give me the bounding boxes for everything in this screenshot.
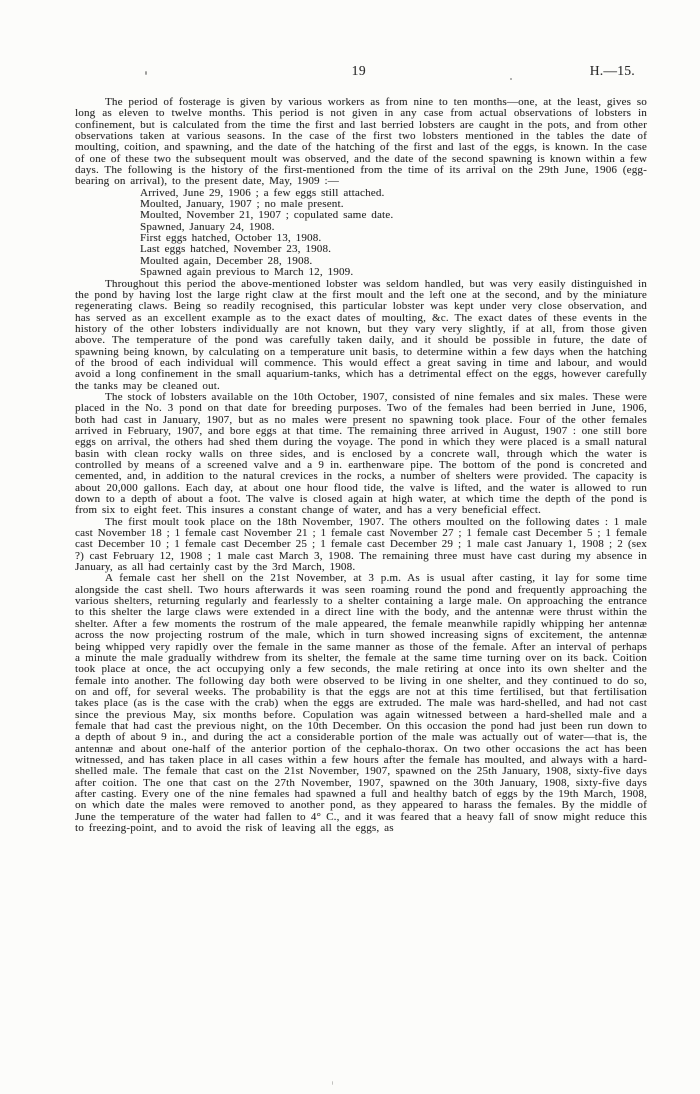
paragraph-stock-of-lobsters: The stock of lobsters available on the 10th October, 1907, consisted of nine females and six males. These were placed in the No. 3 pond on that date for breeding purposes. Two of the females had been berried in June, 1906, both had cast in January, 1907, but as no males were present no spawning took place. Four of the other females arrived in February, 1907, and bore eggs at that time. The remaining three arrived in August, 1907 : one still bore eggs on arrival, the others had shed them during the voyage. The pond in which they were placed is a small natural basin with clean rocky walls on three sides, and is enclosed by a concrete wall, through which the water is controlled by means of a screened valve and a 9 in. earthenware pipe. The bottom of the pond is concreted and cemented, and, in addition to the natural crevices in the rocks, a number of shelters were provided. The capacity is about 20,000 gallons. Each day, at about one hour flood tide, the valve is lifted, and the water is allowed to run down to a depth of about a foot. The valve is closed again at high water, at which time the depth of the pond is from six to eight feet. This insures a constant change of water, and has a very beneficial effect. xyxy=(75,390,647,517)
history-entry-moulted-1907: Moulted, January, 1907 ; no male present. xyxy=(140,198,344,211)
lobster-history-list xyxy=(140,188,647,279)
paragraph-throughout-period: Throughout this period the above-mentioned lobster was seldom handled, but was very easily distinguished in the pond by having lost the large right claw at the first moult and the left one at the second, and by the miniature regenerating claws. Being so readily recognised, this particular lobster was kept under very close observation, and has served as an excellent example as to the exact dates of moulting, &c. The exact dates of these events in the history of the other lobsters individually are not known, but they vary very slightly, if at all, from those given above. The temperature of the pond was carefully taken daily, and it should be possible in future, the date of spawning being known, by calculating on a temperature unit basis, to determine within a few days when the hatching of the brood of each individual will commence. This would effect a great saving in time and labour, and would avoid a long confinement in the small aquarium-tanks, which has a detrimental effect on the eggs, however carefully the tanks may be cleaned out. xyxy=(75,277,647,392)
scan-artifact-mark xyxy=(332,1081,333,1085)
page-header xyxy=(75,63,647,81)
history-entry-spawned-1908: Spawned, January 24, 1908. xyxy=(140,220,275,233)
scan-artifact-mark xyxy=(510,78,512,80)
history-entry-moulted-nov-1907: Moulted, November 21, 1907 ; copulated same date. xyxy=(140,209,394,222)
paragraph-fosterage-period: The period of fosterage is given by various workers as from nine to ten months—one, at the least, gives so long as eleven to twelve months. This period is not given in any case from actual observations of lobsters in confinement, but is calculated from the time the first and last berried lobsters are caught in the pots, and from other observations taken at various seasons. In the case of the first two lobsters mentioned in the tables the date of moulting, coition, and spawning, and the date of the hatching of the first and last of the eggs, is known. In the case of one of these two the subsequent moult was observed, and the date of the second spawning is known within a few days. The following is the history of the first-mentioned from the time of its arrival on the 29th June, 1906 (egg-bearing on arrival), to the present date, May, 1909 :— xyxy=(75,96,647,188)
history-entry-arrived: Arrived, June 29, 1906 ; a few eggs still attached. xyxy=(140,186,385,199)
scan-artifact-mark xyxy=(145,71,147,75)
document-reference: H.—15. xyxy=(589,63,635,78)
page-body xyxy=(75,97,647,834)
history-entry-last-eggs-hatched: Last eggs hatched, November 23, 1908. xyxy=(140,243,332,256)
history-entry-first-eggs-hatched: First eggs hatched, October 13, 1908. xyxy=(140,232,322,245)
page-number: 19 xyxy=(351,63,367,78)
paragraph-female-cast-observation: A female cast her shell on the 21st November, at 3 p.m. As is usual after casting, it lay for some time alongside the cast shell. Two hours afterwards it was seen roaming round the pond and frequently approaching the various shelters, returning regularly and fearlessly to a shelter containing a large male. On approaching the entrance to this shelter the large claws were extended in a direct line with the body, and the antennæ were thrust within the shelter. After a few moments the rostrum of the male appeared, the female meanwhile rapidly whipping her antennæ across the now projecting rostrum of the male, which in turn showed increasing signs of excitement, the antennæ being whipped very rapidly over the female in the same manner as those of the female. After an interval of perhaps a minute the male gradually withdrew from its shelter, the female at the same time turning over on its back. Coition took place at once, the act occupying only a few seconds, the male retiring at once into its own shelter and the female into another. The following day both were observed to be living in one shelter, and they continued to do so, on and off, for several weeks. The probability is that the eggs are not at this time fertilised, but that fertilisation takes place (as is the case with the crab) when the eggs are extruded. The male was hard-shelled, and had not cast since the previous May, six months before. Copulation was again witnessed between a hard-shelled male and a female that had cast the previous night, on the 10th December. On this occasion the pond had just been run down to a depth of about 9 in., and during the act a considerable portion of the male was actually out of water—that is, the antennæ and about one-half of the anterior portion of the cephalo-thorax. On two other occasions the act has been witnessed, and has taken place in all cases within a few hours after the female has moulted, and always with a hard-shelled male. The female that cast on the 21st November, 1907, spawned on the 25th January, 1908, sixty-five days after coition. The one that cast on the 27th November, 1907, spawned on the 30th January, 1908, sixty-five days after casting. Every one of the nine females had spawned a full and healthy batch of eggs by the 19th March, 1908, on which date the males were removed to another pond, as they appeared to harass the females. By the middle of June the temperature of the water had fallen to 4° C., and it was feared that a heavy fall of snow might reduce this to freezing-point, and to avoid the risk of leaving all the eggs, as xyxy=(75,572,647,834)
paragraph-first-moult-dates: The first moult took place on the 18th November, 1907. The others moulted on the following dates : 1 male cast November 18 ; 1 female cast November 21 ; 1 female cast November 27 ; 1 female cast December 5 ; 1 female cast December 10 ; 1 female cast December 25 ; 1 female cast December 29 ; 1 male cast January 1, 1908 ; 2 (sex ?) cast February 12, 1908 ; 1 male cast March 3, 1908. The remaining three must have cast during my absence in January, as all had certainly cast by the 3rd March, 1908. xyxy=(75,515,647,574)
history-entry-spawned-again: Spawned again previous to March 12, 1909. xyxy=(140,266,354,279)
history-entry-moulted-again: Moulted again, December 28, 1908. xyxy=(140,254,313,267)
